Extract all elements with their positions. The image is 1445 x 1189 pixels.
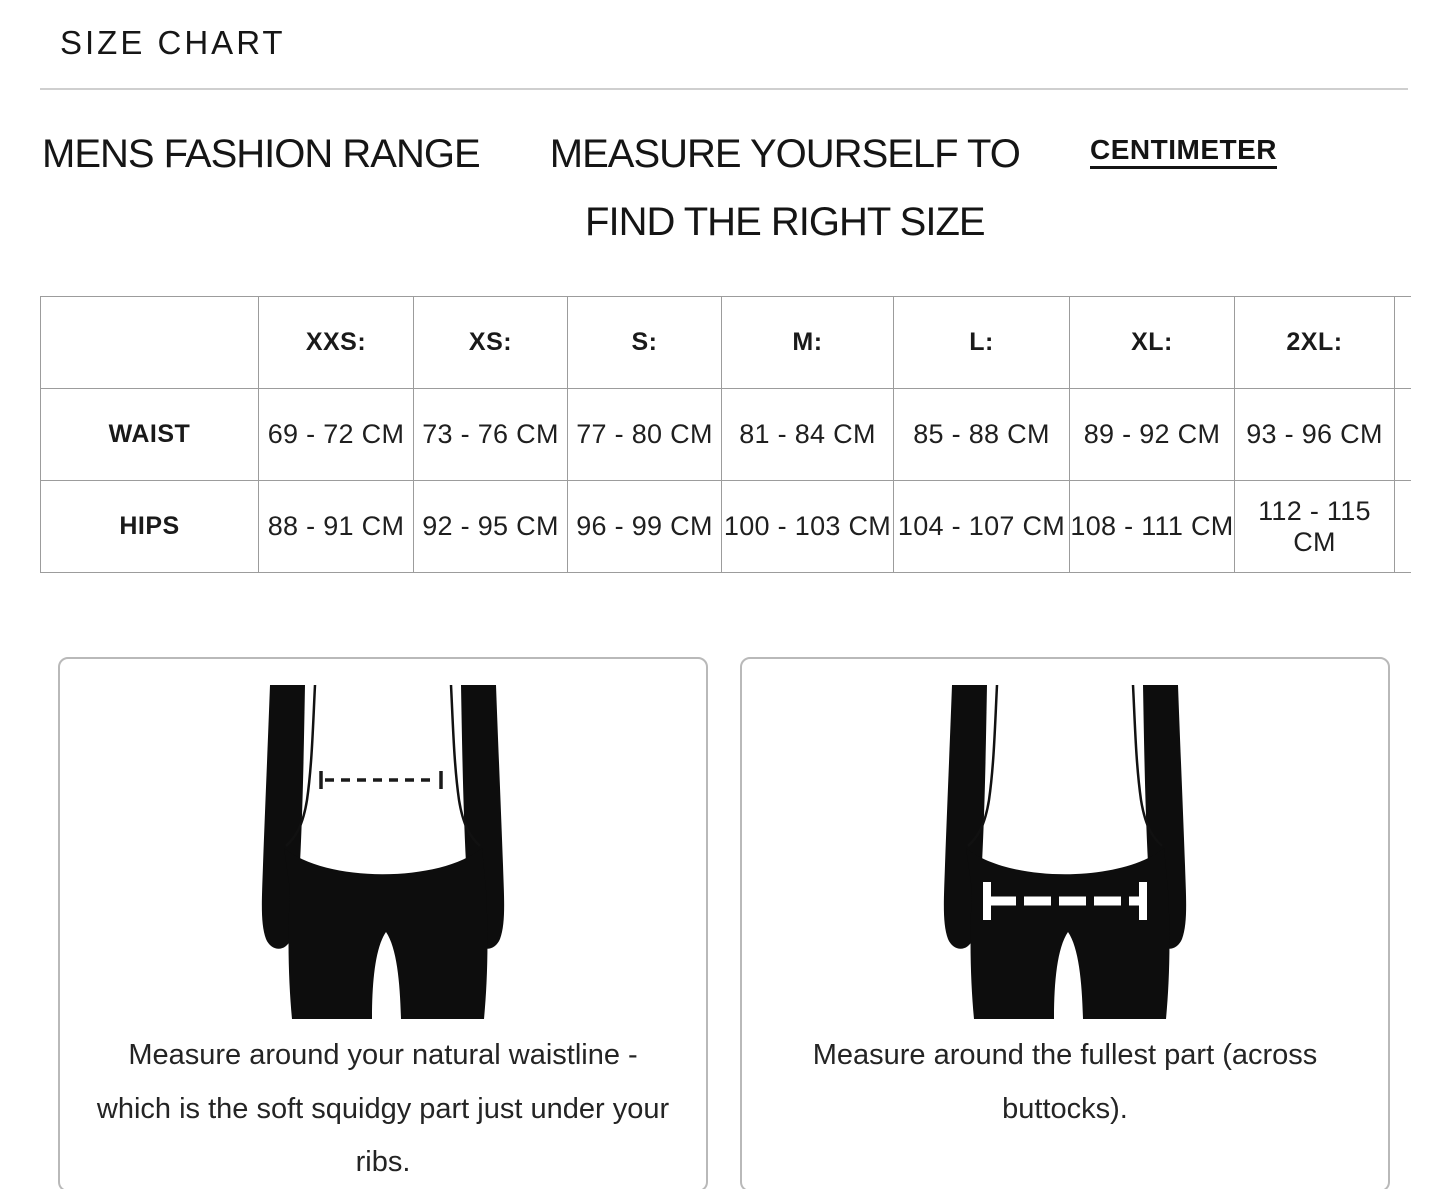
hips-value: 92 - 95 CM bbox=[414, 481, 568, 573]
divider bbox=[40, 88, 1408, 90]
hips-measure-figure-icon bbox=[940, 685, 1190, 1020]
waist-value: 85 - 88 CM bbox=[894, 389, 1070, 481]
measure-title: MEASURE YOURSELF TO FIND THE RIGHT SIZE bbox=[549, 132, 1020, 244]
waist-value: 93 - 96 CM bbox=[1235, 389, 1395, 481]
waist-value-clipped bbox=[1395, 389, 1412, 481]
measurement-guides bbox=[58, 657, 1408, 1189]
waist-value: 73 - 76 CM bbox=[414, 389, 568, 481]
col-header: M: bbox=[722, 297, 894, 389]
col-header-clipped bbox=[1395, 297, 1412, 389]
col-header: XS: bbox=[414, 297, 568, 389]
waist-value: 77 - 80 CM bbox=[568, 389, 722, 481]
corner-cell bbox=[41, 297, 259, 389]
size-table bbox=[40, 296, 1411, 573]
hips-value: 104 - 107 CM bbox=[894, 481, 1070, 573]
hips-value: 112 - 115 CM bbox=[1235, 481, 1395, 573]
waist-value: 81 - 84 CM bbox=[722, 389, 894, 481]
size-table-header-row bbox=[41, 297, 1412, 389]
col-header: S: bbox=[568, 297, 722, 389]
hips-value: 100 - 103 CM bbox=[722, 481, 894, 573]
hips-value-clipped bbox=[1395, 481, 1412, 573]
page-title: SIZE CHART bbox=[60, 24, 286, 61]
table-row-hips bbox=[41, 481, 1412, 573]
col-header: 2XL: bbox=[1235, 297, 1395, 389]
waist-guide-caption: Measure around your natural waistline - which is the soft squidgy part just under your ribs. bbox=[96, 1039, 670, 1179]
waist-value: 89 - 92 CM bbox=[1070, 389, 1235, 481]
hips-value: 88 - 91 CM bbox=[259, 481, 414, 573]
row-label: WAIST bbox=[41, 389, 259, 481]
waist-measure-figure-icon bbox=[258, 685, 508, 1020]
hips-guide-caption: Measure around the fullest part (across buttocks). bbox=[812, 1039, 1318, 1125]
measure-title-wrap bbox=[480, 120, 1090, 256]
hips-value: 108 - 111 CM bbox=[1070, 481, 1235, 573]
waist-value: 69 - 72 CM bbox=[259, 389, 414, 481]
hips-value: 96 - 99 CM bbox=[568, 481, 722, 573]
hips-guide-card bbox=[740, 657, 1390, 1189]
size-chart-panel bbox=[0, 26, 1445, 1189]
waist-guide-card bbox=[58, 657, 708, 1189]
centimeter-unit-link[interactable]: CENTIMETER bbox=[1090, 134, 1277, 165]
col-header: XXS: bbox=[259, 297, 414, 389]
col-header: L: bbox=[894, 297, 1070, 389]
table-row-waist bbox=[41, 389, 1412, 481]
col-header: XL: bbox=[1070, 297, 1235, 389]
size-table-scroll[interactable] bbox=[40, 296, 1411, 573]
row-label: HIPS bbox=[41, 481, 259, 573]
heading-row bbox=[40, 120, 1408, 256]
range-title: MENS FASHION RANGE bbox=[42, 132, 480, 176]
